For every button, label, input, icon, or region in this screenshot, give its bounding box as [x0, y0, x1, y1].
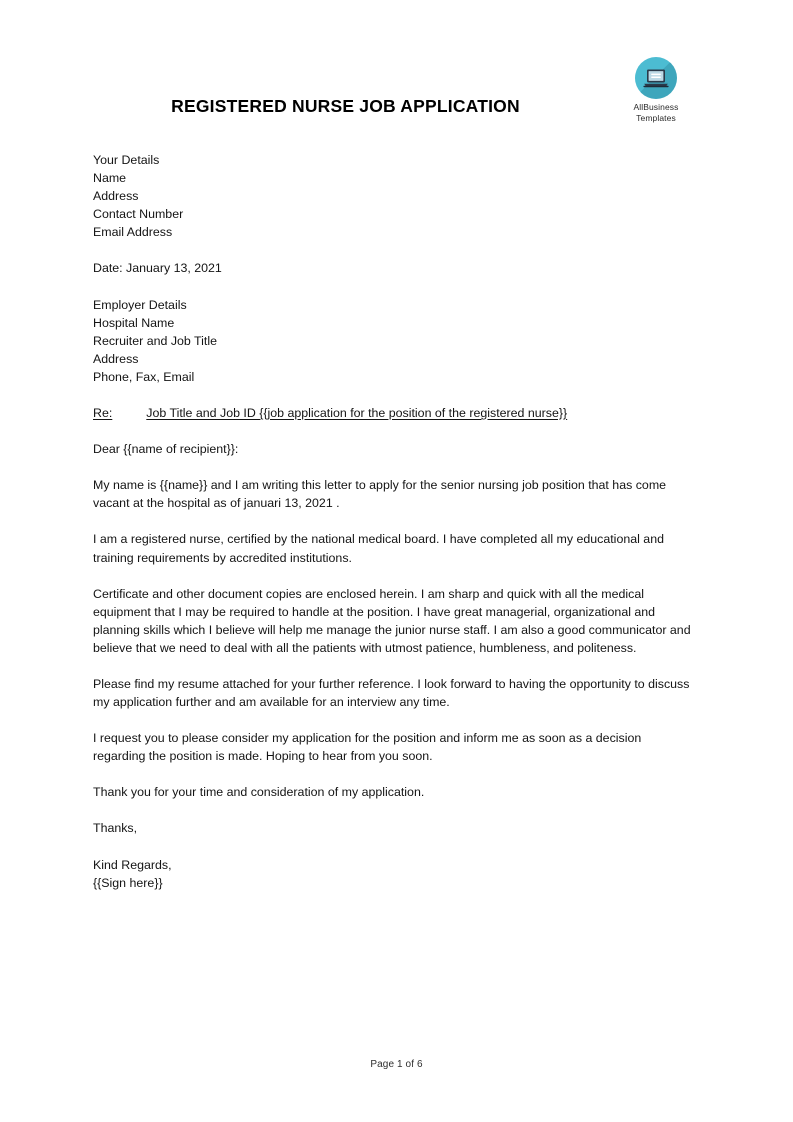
your-details-block	[93, 151, 693, 241]
logo-text-line2: Templates	[636, 112, 676, 123]
closing-signature-block	[93, 856, 693, 892]
paragraph-skills: Certificate and other document copies are enclosed herein. I am sharp and quick with all the medical equipment that I may be required to handle at the position. I have great managerial, organizational and planning skills which I believe will help me manage the junior nurse staff. I am also a good communicator and believe that we need to deal with all the patients with utmost patience, humbleness, and politeness.	[93, 586, 691, 655]
salutation-text: Dear {{name of recipient}}:	[93, 442, 239, 457]
employer-details-line-phone-fax-email: Phone, Fax, Email	[93, 369, 195, 384]
spacer-after-subject	[93, 422, 693, 440]
your-details-heading: Your Details	[93, 153, 160, 167]
subject-text: Job Title and Job ID {{job application for the position of the registered nurse}}	[146, 406, 568, 421]
employer-details-line-address: Address	[93, 351, 139, 366]
your-details-line-contact-number: Contact Number	[93, 207, 184, 222]
employer-details-block	[93, 296, 693, 386]
logo-circle	[635, 57, 677, 99]
logo-text	[618, 102, 694, 123]
paragraph-intro: My name is {{name}} and I am writing this letter to apply for the senior nursing job position that has come vacant at the hospital as of januari 13, 2021 .	[93, 478, 667, 511]
letter-body	[93, 151, 693, 892]
date-line: Date: January 13, 2021	[93, 261, 222, 276]
spacer-after-employer-details	[93, 386, 693, 404]
paragraph-request: I request you to please consider my application for the position and inform me as soon as a decision regarding the position is made. Hoping to hear from you soon.	[93, 731, 642, 764]
your-details-line-email-address: Email Address	[93, 225, 173, 240]
spacer-after-thanks	[93, 838, 693, 856]
subject-line	[93, 404, 693, 422]
paragraph-credentials: I am a registered nurse, certified by the national medical board. I have completed all my educational and training requirements by accredited institutions.	[93, 532, 664, 565]
closing-signature-placeholder: {{Sign here}}	[93, 875, 163, 890]
your-details-line-name: Name	[93, 171, 127, 186]
spacer-after-date	[93, 278, 693, 296]
paragraph-thank-you: Thank you for your time and consideration of my application.	[93, 785, 425, 800]
employer-details-heading: Employer Details	[93, 297, 187, 312]
subject-label: Re:	[93, 406, 113, 421]
page-footer: Page 1 of 6	[370, 1059, 423, 1070]
employer-details-line-recruiter: Recruiter and Job Title	[93, 333, 217, 348]
allbusinesstemplates-logo	[618, 57, 694, 123]
closing-thanks-text: Thanks,	[93, 821, 138, 836]
laptop-icon	[643, 69, 669, 88]
closing-regards: Kind Regards,	[93, 857, 172, 872]
logo-text-line1: AllBusiness	[633, 102, 679, 112]
closing-thanks	[93, 819, 693, 837]
page-title: REGISTERED NURSE JOB APPLICATION	[171, 96, 520, 116]
employer-details-line-hospital-name: Hospital Name	[93, 315, 175, 330]
spacer-after-your-details	[93, 241, 693, 259]
paragraph-resume: Please find my resume attached for your further reference. I look forward to having the opportunity to discuss my application further and am available for an interview any time.	[93, 676, 690, 710]
salutation	[93, 440, 693, 458]
spacer-after-salutation	[93, 458, 693, 476]
your-details-line-address: Address	[93, 189, 139, 204]
date-block	[93, 259, 693, 277]
